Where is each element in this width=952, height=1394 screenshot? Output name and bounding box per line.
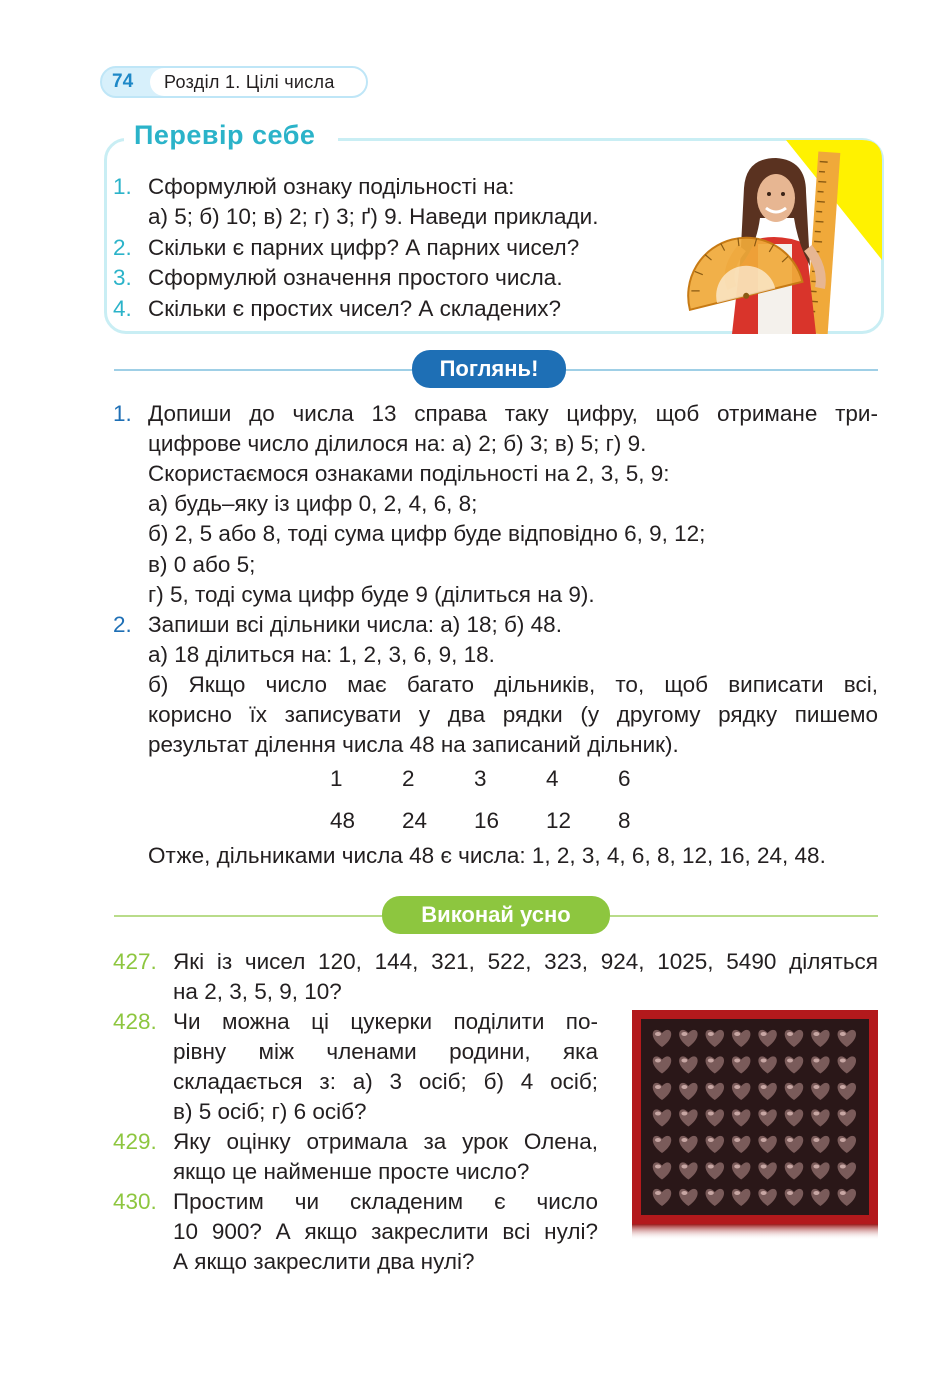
chocolate-highlight xyxy=(813,1059,819,1063)
chocolate-highlight xyxy=(708,1085,714,1089)
chocolate-highlight xyxy=(708,1112,714,1116)
chocolate-highlight xyxy=(761,1032,767,1036)
item-text: Скористаємося ознаками подільності на 2, 3, 5, 9: xyxy=(148,461,670,487)
divisor-cell: 1 xyxy=(330,766,343,791)
look-divider-left xyxy=(114,369,412,371)
divisor-cell: 3 xyxy=(474,766,487,791)
chocolate-highlight xyxy=(813,1032,819,1036)
page-number: 74 xyxy=(112,71,134,92)
item-text: г) 5, тоді сума цифр буде 9 (ділиться на 9). xyxy=(148,581,595,607)
item-number: 428. xyxy=(113,1009,157,1034)
oral-divider-right xyxy=(610,915,878,917)
item-text: Яку оцінку отримала за урок Олена, xyxy=(173,1129,598,1154)
divisor-cell: 24 xyxy=(402,808,428,833)
chocolate-highlight xyxy=(734,1138,740,1142)
chocolate-highlight xyxy=(813,1085,819,1089)
item-number: 2. xyxy=(113,234,132,260)
item-text: результат ділення числа 48 на записаний дільник). xyxy=(148,732,679,758)
item-text: а) 5; б) 10; в) 2; г) 3; ґ) 9. Наведи приклади. xyxy=(148,204,599,230)
chocolate-highlight xyxy=(813,1112,819,1116)
chocolate-highlight xyxy=(655,1191,661,1195)
chocolate-highlight xyxy=(840,1191,846,1195)
chocolate-highlight xyxy=(761,1138,767,1142)
oral-title: Виконай усно xyxy=(382,896,610,934)
item-number: 1. xyxy=(113,401,132,426)
chocolate-highlight xyxy=(655,1032,661,1036)
chocolate-highlight xyxy=(787,1059,793,1063)
chocolate-highlight xyxy=(655,1138,661,1142)
item-text: Скільки є простих чисел? А складених? xyxy=(148,295,562,321)
chocolate-highlight xyxy=(681,1191,687,1195)
item-text: Чи можна ці цукерки поділити по- xyxy=(173,1009,598,1034)
item-number: 4. xyxy=(113,295,132,321)
chocolate-highlight xyxy=(681,1059,687,1063)
divisor-cell: 12 xyxy=(546,808,572,833)
chocolate-highlight xyxy=(787,1165,793,1169)
chocolate-highlight xyxy=(734,1032,740,1036)
chocolate-highlight xyxy=(787,1191,793,1195)
item-text: Допиши до числа 13 справа таку цифру, щоб отримане три- xyxy=(148,401,878,426)
item-number: 430. xyxy=(113,1189,157,1214)
item-text: а) 18 ділиться на: 1, 2, 3, 6, 9, 18. xyxy=(148,641,495,667)
chocolate-highlight xyxy=(761,1059,767,1063)
chocolate-highlight xyxy=(708,1059,714,1063)
look-title: Поглянь! xyxy=(412,350,566,388)
look-divider-right xyxy=(566,369,878,371)
box-of-heart-chocolates-image xyxy=(632,1010,878,1240)
chocolate-highlight xyxy=(840,1138,846,1142)
chocolate-highlight xyxy=(840,1165,846,1169)
chocolate-highlight xyxy=(840,1085,846,1089)
divisor-cell: 2 xyxy=(402,766,415,791)
divisor-cell: 8 xyxy=(618,808,631,833)
item-text: корисно їх записувати у два рядки (у другому рядку пишемо xyxy=(148,702,878,727)
item-text: Які із чисел 120, 144, 321, 522, 323, 924, 1025, 5490 діляться xyxy=(173,949,878,974)
item-text: А якщо закреслити два нулі? xyxy=(173,1249,475,1274)
item-text: рівну між членами родини, яка xyxy=(173,1039,598,1064)
chocolate-highlight xyxy=(813,1138,819,1142)
chocolate-highlight xyxy=(813,1165,819,1169)
chocolate-highlight xyxy=(787,1112,793,1116)
divisor-cell: 48 xyxy=(330,808,356,833)
chocolate-highlight xyxy=(734,1112,740,1116)
item-number: 2. xyxy=(113,611,132,637)
check-yourself-title: Перевір себе xyxy=(134,120,316,150)
chocolate-highlight xyxy=(761,1191,767,1195)
divisor-cell: 4 xyxy=(546,766,559,791)
item-text: б) 2, 5 або 8, тоді сума цифр буде відповідно 6, 9, 12; xyxy=(148,521,706,547)
chocolate-highlight xyxy=(655,1165,661,1169)
item-text: Запиши всі дільники числа: а) 18; б) 48. xyxy=(148,611,562,637)
item-number: 429. xyxy=(113,1129,157,1154)
item-text: в) 5 осіб; г) 6 осіб? xyxy=(173,1099,367,1124)
item-number: 427. xyxy=(113,949,157,974)
chocolate-highlight xyxy=(655,1059,661,1063)
chocolate-highlight xyxy=(708,1032,714,1036)
chocolate-highlight xyxy=(681,1138,687,1142)
chocolate-highlight xyxy=(708,1191,714,1195)
item-text: цифрове число ділилося на: а) 2; б) 3; в) 5; г) 9. xyxy=(148,431,647,457)
chocolate-highlight xyxy=(681,1112,687,1116)
chocolate-highlight xyxy=(734,1165,740,1169)
oral-divider-left xyxy=(114,915,382,917)
divisors-conclusion: Отже, дільниками числа 48 є числа: 1, 2, 3, 4, 6, 8, 12, 16, 24, 48. xyxy=(148,843,826,868)
item-text: Сформулюй ознаку подільності на: xyxy=(148,174,515,199)
chocolate-highlight xyxy=(681,1165,687,1169)
item-number: 3. xyxy=(113,265,132,291)
chocolate-highlight xyxy=(787,1085,793,1089)
chocolate-highlight xyxy=(681,1032,687,1036)
item-text: Простим чи складеним є число xyxy=(173,1189,598,1214)
chocolate-highlight xyxy=(681,1085,687,1089)
item-number: 1. xyxy=(113,174,132,199)
chocolate-highlight xyxy=(761,1165,767,1169)
item-text: Сформулюй означення простого числа. xyxy=(148,265,563,291)
chocolate-highlight xyxy=(734,1085,740,1089)
item-text: Скільки є парних цифр? А парних чисел? xyxy=(148,234,580,260)
item-text: б) Якщо число має багато дільників, то, щоб виписати всі, xyxy=(148,671,878,697)
chocolate-highlight xyxy=(655,1112,661,1116)
item-text: 10 900? А якщо закреслити всі нулі? xyxy=(173,1219,598,1244)
chocolate-highlight xyxy=(708,1138,714,1142)
chapter-title: Розділ 1. Цілі числа xyxy=(164,72,335,92)
chocolate-highlight xyxy=(840,1032,846,1036)
chocolate-highlight xyxy=(761,1112,767,1116)
chocolate-highlight xyxy=(787,1138,793,1142)
chocolate-highlight xyxy=(787,1032,793,1036)
girl-with-ruler-and-protractor-image xyxy=(684,148,854,334)
item-text: складається з: а) 3 осіб; б) 4 осіб; xyxy=(173,1069,598,1094)
chocolate-highlight xyxy=(761,1085,767,1089)
chocolate-highlight xyxy=(734,1059,740,1063)
chocolate-highlight xyxy=(655,1085,661,1089)
item-text: якщо це найменше просте число? xyxy=(173,1159,530,1184)
divisor-cell: 6 xyxy=(618,766,631,791)
chocolate-highlight xyxy=(708,1165,714,1169)
chocolate-highlight xyxy=(840,1112,846,1116)
chocolate-highlight xyxy=(734,1191,740,1195)
item-text: а) будь–яку із цифр 0, 2, 4, 6, 8; xyxy=(148,491,478,517)
chocolate-highlight xyxy=(813,1191,819,1195)
item-text: на 2, 3, 5, 9, 10? xyxy=(173,979,342,1004)
divisor-cell: 16 xyxy=(474,808,500,833)
item-text: в) 0 або 5; xyxy=(148,551,256,577)
chocolate-highlight xyxy=(840,1059,846,1063)
